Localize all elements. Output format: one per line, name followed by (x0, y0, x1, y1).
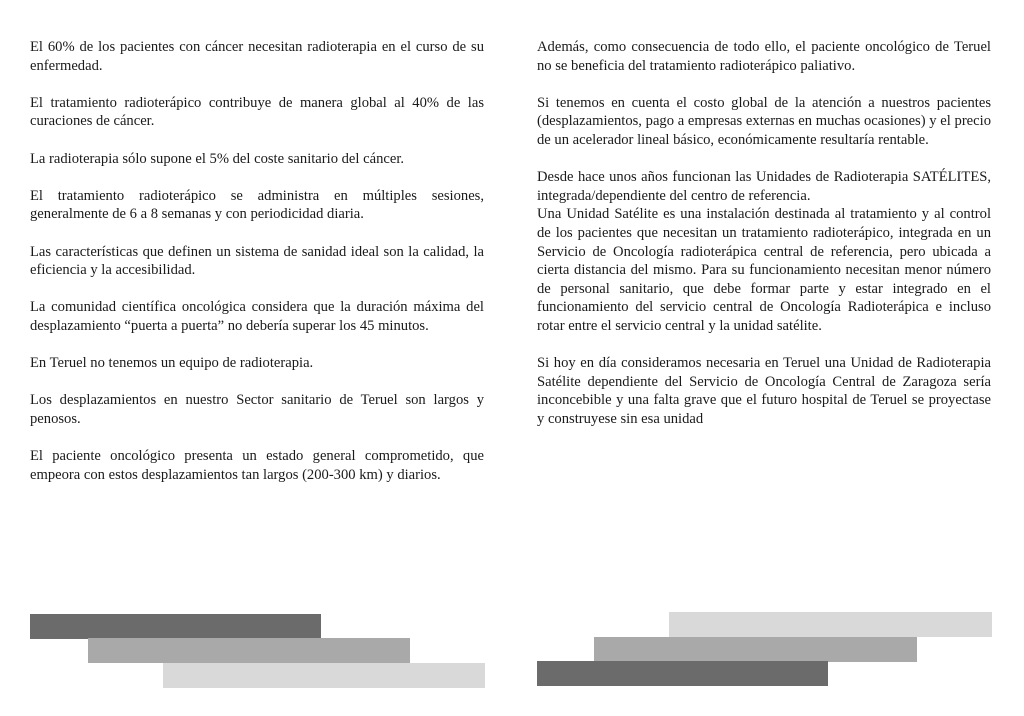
bar-mid-right (594, 637, 917, 662)
paragraph-no-equipment: En Teruel no tenemos un equipo de radioterapia. (30, 355, 314, 372)
bar-light-left (163, 663, 485, 688)
bar-dark-left (30, 614, 321, 639)
paragraph-travel-duration: La comunidad científica oncológica considera que la duración máxima del desplazamiento “puerta a puerta” no debería superar los 45 minutos. (30, 299, 484, 334)
paragraph-long-trips: Los desplazamientos en nuestro Sector sanitario de Teruel son largos y penosos. (30, 392, 484, 427)
bar-dark-right (537, 661, 828, 686)
paragraph-ideal-system: Las características que definen un sistema de sanidad ideal son la calidad, la eficiencia y la accesibilidad. (30, 243, 484, 279)
paragraph-palliative: Además, como consecuencia de todo ello, el paciente oncológico de Teruel no se beneficia del tratamiento radioterápico paliativo. (537, 39, 991, 74)
paragraph-cost-share: La radioterapia sólo supone el 5% del coste sanitario del cáncer. (30, 150, 405, 167)
paragraph-satellite-units: Desde hace unos años funcionan las Unidades de Radioterapia SATÉLITES, integrada/dependiente del centro de referencia. (537, 169, 991, 204)
left-column (30, 38, 484, 503)
paragraph-conclusion: Si hoy en día consideramos necesaria en Teruel una Unidad de Radioterapia Satélite dependiente del Servicio de Oncología Central de Zaragoza sería inconcebible y una falta grave que el futuro hospital de Teruel se proyectase y construyese sin esa unidad (537, 355, 991, 427)
paragraph-global-cost: Si tenemos en cuenta el costo global de la atención a nuestros pacientes (desplazamientos, pago a empresas externas en muchas ocasiones) y el precio de un acelerador lineal básico, económicamente resultaría rentable. (537, 94, 991, 148)
paragraph-radiotherapy-need: El 60% de los pacientes con cáncer necesitan radioterapia en el curso de su enfermedad. (30, 39, 484, 74)
paragraph-patient-condition: El paciente oncológico presenta un estado general comprometido, que empeora con estos desplazamientos tan largos (200-300 km) y diarios. (30, 448, 484, 483)
paragraph-cure-contribution: El tratamiento radioterápico contribuye de manera global al 40% de las curaciones de cáncer. (30, 94, 484, 130)
bar-mid-left (88, 638, 410, 663)
paragraph-sessions: El tratamiento radioterápico se administra en múltiples sesiones, generalmente de 6 a 8 semanas y con periodicidad diaria. (30, 187, 484, 223)
paragraph-satellite-definition: Una Unidad Satélite es una instalación destinada al tratamiento y al control de los pacientes que necesitan un tratamiento radioterápico, integrada en un Servicio de Oncología radioterápica central de referencia, pero ubicada a cierta distancia del mismo. Para su funcionamiento necesitan menor número de personal sanitario, que debe formar parte y estar integrado en el funcionamiento del servicio central de Oncología Radioterápica e incluso rotar entre el servicio central y la unidad satélite. (537, 206, 991, 334)
bar-light-right (669, 612, 992, 637)
right-column (537, 38, 991, 447)
